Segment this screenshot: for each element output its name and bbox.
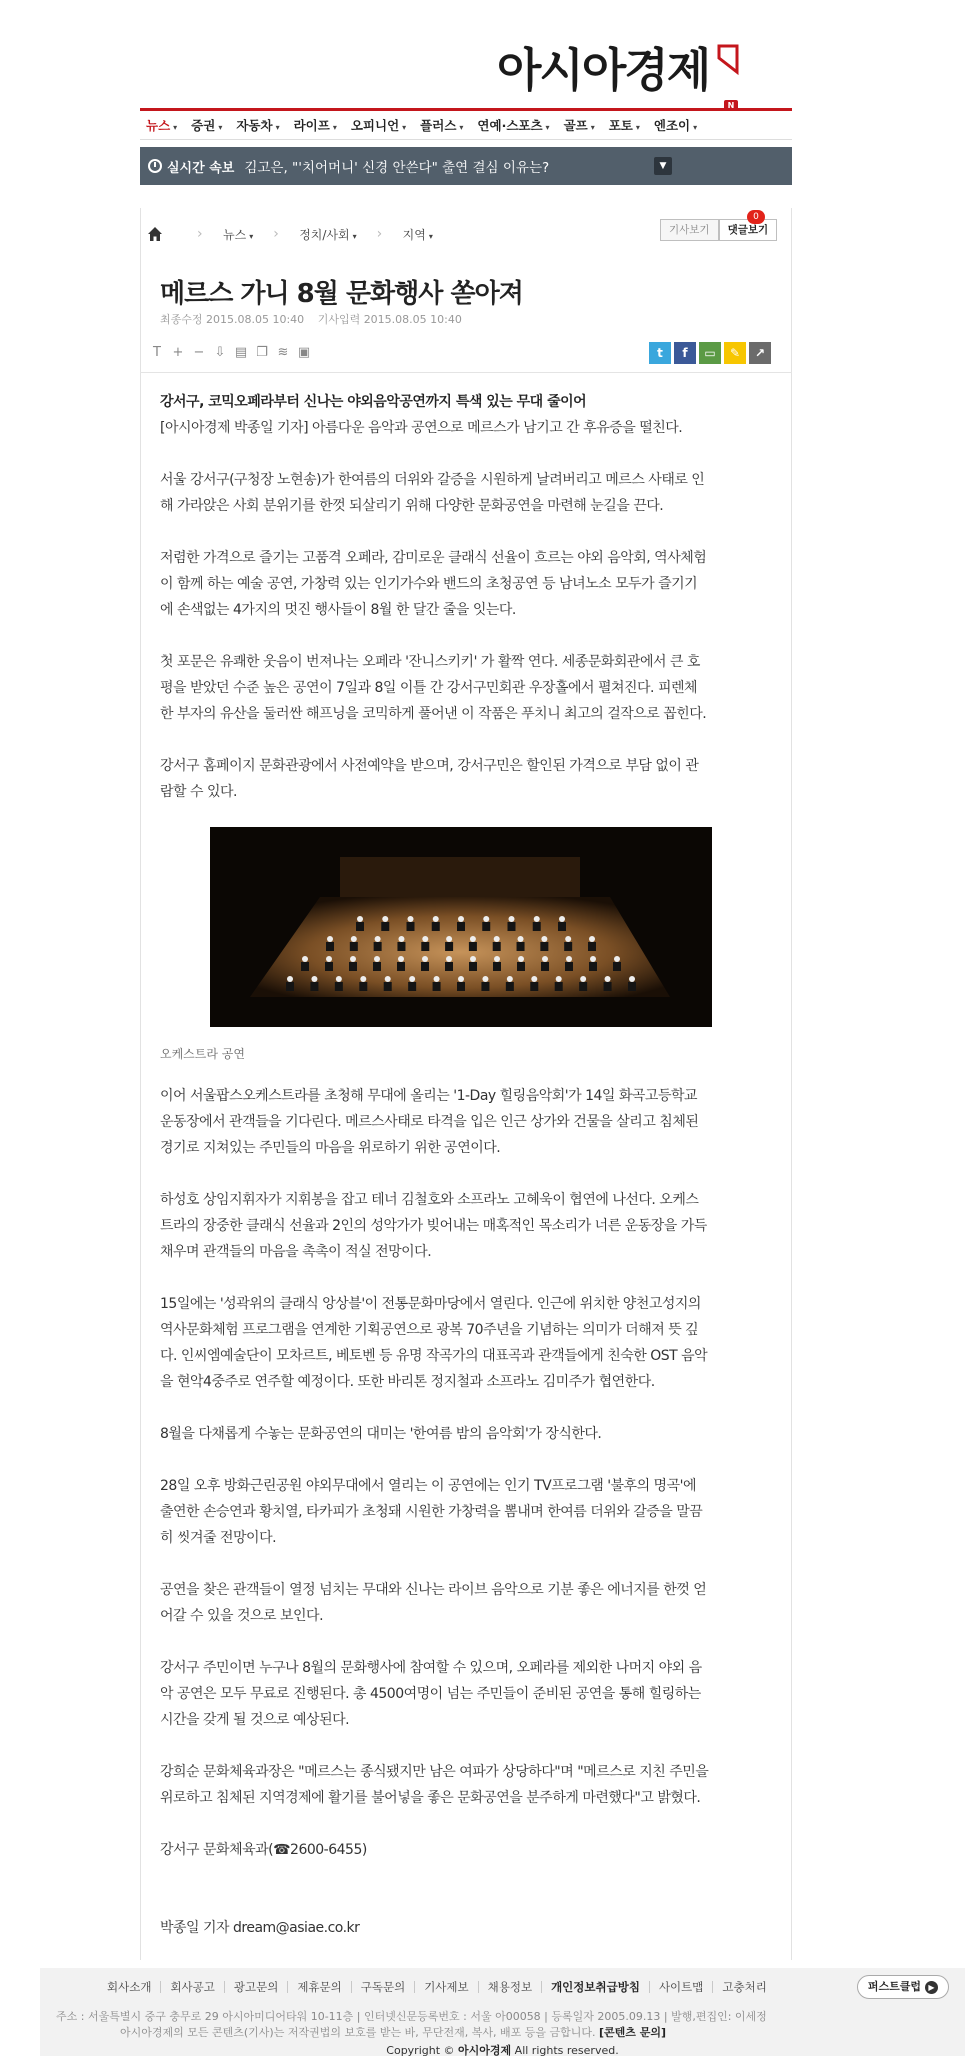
chevron-down-icon: ▾	[459, 123, 464, 132]
paragraph-line: 에 손색없는 4가지의 멋진 행사들이 8월 한 달간 줄을 잇는다.	[160, 602, 516, 618]
article-subhead: 강서구, 코믹오페라부터 신나는 야외음악공연까지 특색 있는 무대 줄이어	[160, 394, 587, 410]
paragraph-line: 악 공연은 모두 무료로 진행된다. 총 4500여명이 넘는 주민들이 준비된 공연을 통해 힐링하는	[160, 1686, 701, 1702]
nav-item-label: 포토	[608, 118, 633, 133]
paragraph-line: 이 함께 하는 예술 공연, 가창력 있는 인기가수와 밴드의 초청공연 등 남녀노소 모두가 즐기기	[160, 576, 698, 592]
paragraph-group	[160, 1083, 770, 1863]
breadcrumb-label: 지역	[402, 227, 426, 242]
paragraph-line: 다. 인씨엠예술단이 모차르트, 베토벤 등 유명 작곡가의 대표곡과 관객들에게 친숙한 OST 음악	[160, 1348, 708, 1364]
breadcrumb-separator-icon: ›	[197, 226, 203, 242]
breadcrumb-label: 정치/사회	[299, 227, 350, 242]
orchestra-photo	[210, 827, 712, 1027]
article-lead: [아시아경제 박종일 기자] 아름다운 음악과 공연으로 메르스가 남기고 간 후유증을 떨친다.	[160, 420, 683, 436]
photo-caption: 오케스트라 공연	[160, 1047, 245, 1061]
breadcrumb-item-region[interactable]	[403, 226, 433, 243]
chevron-down-icon: ▾	[545, 123, 550, 132]
footer-link-0[interactable]: 회사소개	[98, 1981, 161, 1993]
footer-info	[40, 2006, 965, 2056]
breadcrumb-separator-icon: ›	[273, 226, 279, 242]
footer-link-7[interactable]: 개인정보취급방침	[542, 1981, 650, 1993]
nav-item-3[interactable]	[294, 116, 337, 134]
paragraph-line: 채우며 관객들의 마음을 촉촉이 적실 전망이다.	[160, 1244, 432, 1260]
chevron-down-icon: ▾	[590, 123, 595, 132]
footer-link-6[interactable]: 채용정보	[479, 1981, 542, 1993]
article-paragraph	[160, 1655, 770, 1733]
share-buttons	[646, 342, 771, 364]
nav-item-8[interactable]	[609, 116, 640, 134]
article-paragraph	[160, 1083, 770, 1161]
copyright-brand: 아시아경제	[458, 2044, 512, 2057]
chevron-down-icon: ▾	[332, 123, 337, 132]
nav-item-6[interactable]	[477, 116, 549, 134]
article-paragraph	[160, 1473, 770, 1551]
nav-item-label: 라이프	[293, 118, 330, 133]
article-byline: 박종일 기자 dream@asiae.co.kr	[160, 1920, 360, 1936]
download-icon[interactable]: ⇩	[214, 345, 226, 360]
logo-mark-icon	[717, 44, 739, 78]
chevron-down-icon: ▾	[275, 123, 280, 132]
footer-nav	[40, 1968, 965, 2006]
footer-link-3[interactable]: 제휴문의	[288, 1981, 351, 1993]
nav-item-label: 플러스	[420, 118, 457, 133]
comment-count-badge: 0	[747, 210, 765, 224]
nav-item-label: 골프	[563, 118, 588, 133]
font-decrease-icon[interactable]: −	[193, 345, 205, 360]
breadcrumb-item-news[interactable]	[223, 226, 253, 243]
article-paragraph	[160, 1291, 770, 1395]
paragraph-line: 하성호 상임지휘자가 지휘봉을 잡고 테너 김철호와 소프라노 고혜욱이 협연에 나선다. 오케스	[160, 1192, 699, 1208]
tab-comments-view[interactable]: 댓글보기	[719, 219, 778, 241]
paragraph-line: 어갈 수 있을 것으로 보인다.	[160, 1608, 324, 1624]
nav-item-label: 엔조이	[653, 118, 691, 133]
article-paragraph	[160, 1577, 770, 1629]
chevron-down-icon[interactable]: ▼	[654, 157, 672, 175]
scrap-icon[interactable]: ▣	[297, 345, 311, 360]
article-paragraph	[160, 1421, 770, 1447]
chevron-down-icon: ▾	[352, 231, 357, 241]
facebook-icon[interactable]: f	[674, 342, 696, 364]
breaking-label: 실시간 속보	[167, 160, 235, 176]
logo-text: 아시아경제	[497, 43, 710, 97]
article-body-top	[160, 389, 770, 805]
paragraph-line: 28일 오후 방화근린공원 야외무대에서 열리는 이 공연에는 인기 TV프로그램 '불후의 명곡'에	[160, 1478, 696, 1494]
paragraph-line: 강희순 문화체육과장은 "메르스는 종식됐지만 남은 여파가 상당하다"며 "메르스로 지친 주민을	[160, 1764, 709, 1780]
nav-item-5[interactable]	[420, 116, 463, 134]
footer-address: 주소 : 서울특별시 중구 충무로 29 아시아미디어타워 10-11층 | 인터넷신문등록번호 : 서울 아00058 | 등록일자 2005.09.13 | 발행,편집인: 이세정	[56, 2010, 767, 2023]
nav-item-0[interactable]	[146, 116, 177, 134]
paragraph-line: 을 현악4중주로 연주할 예정이다. 또한 바리톤 정지철과 소프라노 김미주가 협연한다.	[160, 1374, 655, 1390]
tab-article-view[interactable]: 기사보기	[660, 219, 719, 241]
chevron-down-icon: ▾	[635, 123, 640, 132]
chevron-down-icon: ▾	[402, 123, 407, 132]
paragraph-line: 이어 서울팝스오케스트라를 초청해 무대에 올리는 '1-Day 힐링음악회'가 14일 화곡고등학교	[160, 1088, 698, 1104]
font-size-icon[interactable]: T	[153, 345, 161, 360]
chevron-down-icon: ▾	[249, 231, 254, 241]
article-paragraph	[160, 1759, 770, 1811]
paragraph-line: 15일에는 '성곽위의 클래식 앙상블'이 전통문화마당에서 열린다. 인근에 위치한 양천고성지의	[160, 1296, 701, 1312]
breadcrumb-label: 뉴스	[223, 227, 247, 242]
kakao-icon[interactable]: ✎	[724, 342, 746, 364]
rss-icon[interactable]: ≋	[277, 345, 289, 360]
band-icon[interactable]: ▭	[699, 342, 721, 364]
article-paragraph	[160, 1187, 770, 1265]
paragraph-line: 저렴한 가격으로 즐기는 고품격 오페라, 감미로운 클래식 선율이 흐르는 야외 음악회, 역사체험	[160, 550, 707, 566]
paragraph-line: 공연을 찾은 관객들이 열정 넘치는 무대와 신나는 라이브 음악으로 기분 좋은 에너지를 한껏 얻	[160, 1582, 707, 1598]
twitter-icon[interactable]: t	[649, 342, 671, 364]
nav-item-4[interactable]	[351, 116, 406, 134]
article-paragraph	[160, 545, 770, 623]
article-divider	[140, 372, 792, 373]
nav-item-7[interactable]	[564, 116, 595, 134]
paragraph-line: 강서구 문화체육과(☎2600-6455)	[160, 1842, 367, 1858]
home-icon[interactable]	[147, 226, 163, 242]
nav-item-label: 증권	[191, 118, 216, 133]
footer-link-5[interactable]: 기사제보	[415, 1981, 478, 1993]
paragraph-group	[160, 467, 770, 805]
modified-date: 최종수정 2015.08.05 10:40	[160, 313, 305, 326]
footer-link-8[interactable]: 사이트맵	[650, 1981, 713, 1993]
paragraph-line: 강서구 홈페이지 문화관광에서 사전예약을 받으며, 강서구민은 할인된 가격으로 부담 없이 관	[160, 758, 699, 774]
main-nav	[140, 108, 792, 140]
footer-link-4[interactable]: 구독문의	[352, 1981, 415, 1993]
footer-link-1[interactable]: 회사공고	[161, 1981, 224, 1993]
print-icon[interactable]: ▤	[234, 345, 248, 360]
paragraph-line: 해 가라앉은 사회 분위기를 한껏 되살리기 위해 다양한 문화공연을 마련해 눈길을 끈다.	[160, 498, 664, 514]
clock-icon	[148, 159, 162, 173]
article-body-bottom	[160, 1083, 770, 1941]
paragraph-line: 람할 수 있다.	[160, 784, 237, 800]
article-paragraph	[160, 649, 770, 727]
footer-link-9[interactable]: 고충처리	[722, 1980, 767, 1994]
paragraph-line: 운동장에서 관객들을 기다린다. 메르스사태로 타격을 입은 인근 상가와 건물을 살리고 침체된	[160, 1114, 699, 1130]
paragraph-line: 첫 포문은 유쾌한 웃음이 번져나는 오페라 '잔니스키키' 가 활짝 연다. 세종문화회관에서 큰 호	[160, 654, 700, 670]
site-logo[interactable]	[497, 42, 739, 98]
breadcrumb-item-politics[interactable]	[299, 226, 356, 243]
chevron-down-icon: ▾	[693, 123, 698, 132]
arrow-right-icon: ▶	[925, 1981, 938, 1994]
new-badge: N	[724, 100, 738, 111]
breadcrumb-separator-icon: ›	[376, 226, 383, 242]
breaking-news-bar[interactable]	[140, 147, 792, 185]
paragraph-line: 한 부자의 유산을 둘러싼 해프닝을 코믹하게 풀어낸 이 작품은 푸치니 최고의 걸작으로 꼽힌다.	[160, 706, 707, 722]
paragraph-line: 8월을 다채롭게 수놓는 문화공연의 대미는 '한여름 밤의 음악회'가 장식한다.	[160, 1426, 602, 1442]
footer-link-2[interactable]: 광고문의	[225, 1981, 288, 1993]
paragraph-line: 강서구 주민이면 누구나 8월의 문화행사에 참여할 수 있으며, 오페라를 제외한 나머지 야외 음	[160, 1660, 702, 1676]
nav-item-1[interactable]	[191, 116, 222, 134]
article-paragraph	[160, 753, 770, 805]
nav-item-label: 오피니언	[350, 118, 400, 133]
nav-item-9[interactable]	[654, 116, 697, 134]
fast-click-label: 퍼스트클럽	[867, 1980, 921, 1993]
paragraph-line: 출연한 손승연과 황치열, 타카피가 초청돼 시원한 가창력을 뽐내며 한여름 더위와 갈증을 말끔	[160, 1504, 703, 1520]
copy-icon[interactable]: ❐	[256, 345, 268, 360]
chevron-down-icon: ▾	[218, 123, 223, 132]
chevron-down-icon: ▾	[173, 123, 178, 132]
copyright-suffix: All rights reserved.	[514, 2044, 619, 2057]
breaking-headline[interactable]: 김고은, "'치어머니' 신경 안쓴다" 출연 결심 이유는?	[244, 160, 550, 176]
paragraph-line: 위로하고 침체된 지역경제에 활기를 불어넣을 좋은 문화공연을 분주하게 마련했다"고 밝혔다.	[160, 1790, 701, 1806]
article-tools	[150, 345, 318, 360]
footer-notice-line	[120, 2024, 666, 2040]
nav-item-label: 뉴스	[146, 118, 171, 133]
footer-copyright	[40, 2042, 965, 2058]
published-date: 기사입력 2015.08.05 10:40	[317, 313, 462, 326]
paragraph-line: 경기로 지쳐있는 주민들의 마음을 위로하기 위한 공연이다.	[160, 1140, 501, 1156]
paragraph-line: 서울 강서구(구청장 노현송)가 한여름의 더위와 갈증을 시원하게 날려버리고 메르스 사태로 인	[160, 472, 705, 488]
copyright-prefix: Copyright ©	[386, 2044, 455, 2057]
nav-item-2[interactable]	[236, 116, 279, 134]
font-increase-icon[interactable]: +	[172, 345, 184, 360]
spacer	[160, 1863, 770, 1915]
paragraph-line: 평을 받았던 수준 높은 공연이 7일과 8일 이틀 간 강서구민회관 우장홀에서 펼쳐진다. 피렌체	[160, 680, 698, 696]
share-icon[interactable]: ↗	[749, 342, 771, 364]
article-dates	[160, 311, 472, 327]
footer-notice: 아시아경제의 모든 콘텐츠(기사)는 저작권법의 보호를 받는 바, 무단전재, 복사, 배포 등을 금합니다.	[120, 2026, 596, 2039]
paragraph-line: 트라의 장중한 클래식 선율과 2인의 성악가가 빚어내는 매혹적인 목소리가 너른 운동장을 가득	[160, 1218, 707, 1234]
content-inquiry-link[interactable]: [콘텐츠 문의]	[598, 2026, 666, 2039]
paragraph-line: 역사문화체험 프로그램을 연계한 기획공연으로 광복 70주년을 기념하는 의미가 더해져 뜻 깊	[160, 1322, 699, 1338]
article-paragraph	[160, 1837, 770, 1863]
fast-click-button[interactable]	[857, 1975, 949, 1999]
nav-item-label: 연예·스포츠	[477, 118, 543, 133]
nav-item-label: 자동차	[236, 118, 273, 133]
article-paragraph	[160, 467, 770, 519]
paragraph-line: 히 씻겨줄 전망이다.	[160, 1530, 277, 1546]
chevron-down-icon: ▾	[428, 231, 433, 241]
article-title: 메르스 가니 8월 문화행사 쏟아져	[160, 279, 523, 309]
breadcrumb	[147, 222, 437, 246]
paragraph-line: 시간을 갖게 될 것으로 예상된다.	[160, 1712, 350, 1728]
